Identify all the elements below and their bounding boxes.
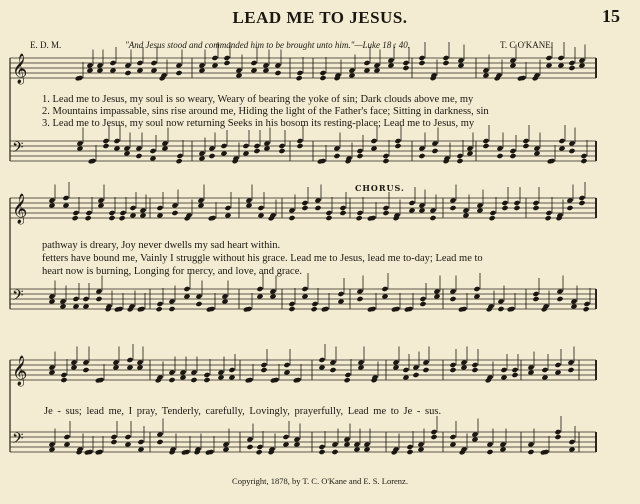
treble-clef: 𝄞 xyxy=(12,54,28,84)
hymn-title: LEAD ME TO JESUS. xyxy=(232,8,408,27)
treble-clef: 𝄞 xyxy=(12,356,28,386)
page-number: 15 xyxy=(602,6,620,26)
bass-clef: 𝄢 xyxy=(12,139,24,160)
clef-signs xyxy=(12,53,27,451)
bass-clef: 𝄢 xyxy=(12,430,24,451)
lyricist-credit: E. D. M. xyxy=(30,40,62,50)
verse-3-line-2: heart now is burning, Longing for mercy, and love, and grace. xyxy=(42,266,302,277)
copyright-notice: Copyright, 1878, by T. C. O'Kane and E. S. Lorenz. xyxy=(232,476,408,486)
verse-3-line-1: 3. Lead me to Jesus, my soul now returning Seeks in his bosom its resting-place; Lead me to Jesus, my xyxy=(42,118,475,129)
bass-clef: 𝄢 xyxy=(12,287,24,308)
scripture-epigraph: "And Jesus stood and commanded him to be brought unto him."—Luke 18 : 40. xyxy=(125,40,410,50)
chorus-label: CHORUS. xyxy=(355,183,405,193)
verse-1-line-1: 1. Lead me to Jesus, my soul is so weary, Weary of bearing the yoke of sin; Dark clouds above me, my xyxy=(42,94,474,105)
composer-credit: T. C O'KANE. xyxy=(500,40,553,50)
verse-2-line-1: 2. Mountains impassable, sins rise around me, Hiding the light of the Father's face; Sitting in darkness, sin xyxy=(42,106,489,117)
verse-1-line-2: pathway is dreary, Joy never dwells my sad heart within. xyxy=(42,240,281,251)
treble-clef: 𝄞 xyxy=(12,194,28,224)
chorus-ending-lyrics: Je - sus; lead me, I pray, Tenderly, carefully, Lovingly, prayerfully, Lead me to Je - sus. xyxy=(44,406,442,417)
verse-2-line-2: fetters have bound me, Vainly I struggle without his grace. Lead me to Jesus, lead me to-day; Lead me to xyxy=(42,253,483,264)
